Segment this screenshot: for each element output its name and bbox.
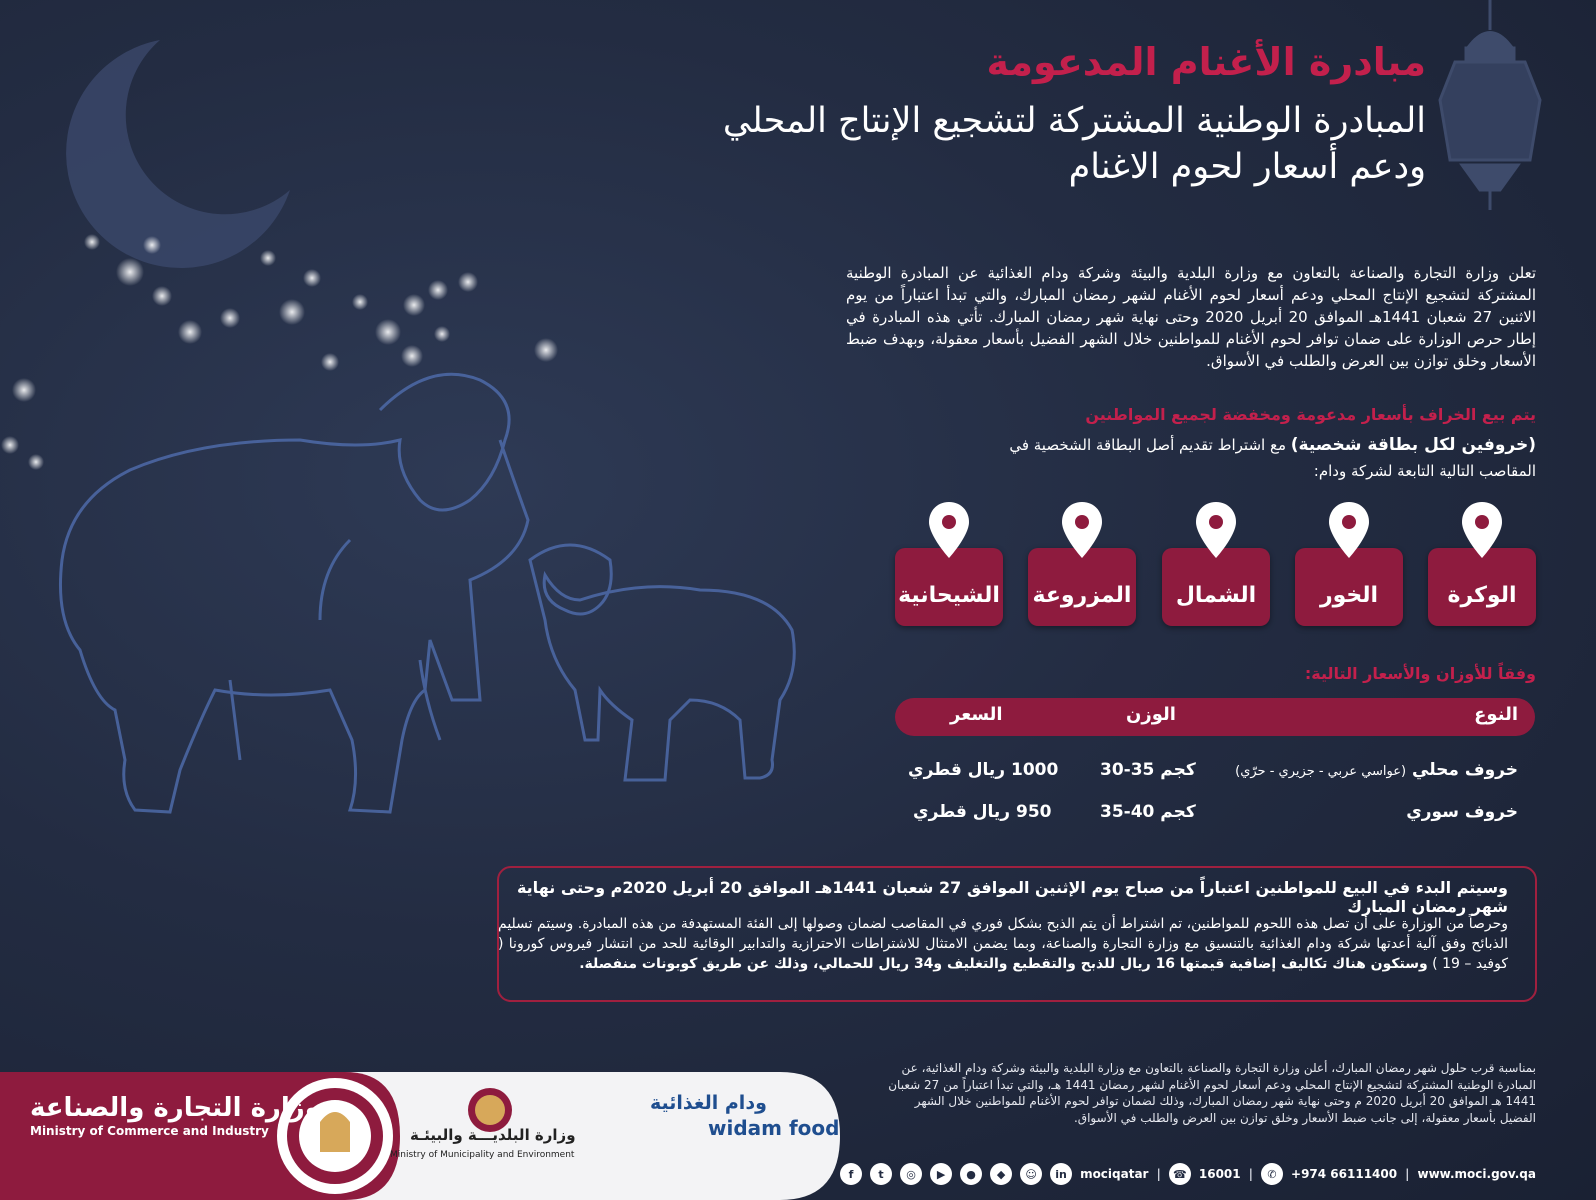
notice-line-2: وحرصاً من الوزارة على أن تصل هذه اللحوم للمواطنين، تم اشتراط أن يتم الذبح بشكل فوري في المقاصب لضمان وصولها إلى الفئة المستهدفة من هذه المبادرة. وسيتم تسليم الذبائح وفق آلية أعدتها شركة ودام الغذائية بالتنسيق مع وزارة التجارة والصناعة، وبما يضمن الامتثال للاشتراطات الاحترازية والتدابير الوقائية للحد من انتشار فيروس كورونا ( كوفيد – 19 ) وستكون هناك تكاليف إضافية قيمتها 16 ريال للذبح والتقطيع والتغليف و34 ريال للحمالي، وذلك عن طريق كوبونات منفصلة.: [498, 916, 1508, 972]
location-almazrouah: المزروعة: [1028, 548, 1136, 626]
facebook-icon[interactable]: f: [840, 1163, 862, 1185]
location-alshamal: الشمال: [1162, 548, 1270, 626]
subtitle-line-1: المبادرة الوطنية المشتركة لتشجيع الإنتاج المحلي: [722, 101, 1426, 141]
instagram-icon[interactable]: ◎: [900, 1163, 922, 1185]
contact-bar: f t ◎ ▶ ● ◆ ☺ in mociqatar | ☎ 16001 | ✆ +974 66111400 | www.moci.gov.qa: [840, 1160, 1536, 1188]
header-type: النوع: [1474, 704, 1518, 725]
requirement-line-2: المقاصب التالية التابعة لشركة ودام:: [1313, 462, 1536, 480]
linkedin-icon[interactable]: in: [1050, 1163, 1072, 1185]
table-row-price: 1000 ريال قطري: [908, 760, 1059, 780]
map-pin-icon: [1059, 500, 1105, 560]
hotline-number[interactable]: 16001: [1198, 1167, 1241, 1181]
snapchat-icon[interactable]: ☺: [1020, 1163, 1042, 1185]
requirement-rest: مع اشتراط تقديم أصل البطاقة الشخصية في: [1009, 436, 1291, 454]
phone-icon: ☎: [1169, 1163, 1191, 1185]
notice-line-1: وسيتم البدء في البيع للمواطنين اعتباراً من صباح يوم الإثنين الموافق 27 شعبان 1441هـ الموافق 20 أبريل 2020م وحتى نهاية شهر رمضان المبارك: [516, 878, 1508, 916]
widam-logo-arabic: ودام الغذائية: [650, 1092, 767, 1114]
requirement-text: [846, 432, 1536, 484]
table-row-weight: 35-40 كجم: [1100, 802, 1196, 822]
table-row-type: خروف محلي (عواسي عربي - جزيري - حرّي): [1235, 760, 1518, 780]
map-pin-icon: [1459, 500, 1505, 560]
page-subtitle: [686, 98, 1426, 190]
location-alwakra: الوكرة: [1428, 548, 1536, 626]
map-pin-icon: [1326, 500, 1372, 560]
prices-label: وفقاً للأوزان والأسعار التالية:: [1304, 664, 1536, 683]
location-alkhor: الخور: [1295, 548, 1403, 626]
mme-logo-english: Ministry of Municipality and Environment: [390, 1150, 575, 1160]
requirement-bold: (خروفين لكل بطاقة شخصية): [1290, 435, 1536, 455]
map-pin-icon: [926, 500, 972, 560]
whatsapp-icon: ✆: [1261, 1163, 1283, 1185]
map-pin-icon: [1193, 500, 1239, 560]
highlight-text: يتم بيع الخراف بأسعار مدعومة ومخفضة لجميع المواطنين: [1085, 405, 1536, 424]
social-handle[interactable]: mociqatar: [1080, 1167, 1149, 1181]
sheep-outline-small: [530, 545, 794, 780]
widam-logo-english: widam food: [708, 1116, 840, 1140]
table-row-price: 950 ريال قطري: [913, 802, 1052, 822]
twitter-icon[interactable]: t: [870, 1163, 892, 1185]
apple-icon[interactable]: ●: [960, 1163, 982, 1185]
subtitle-line-2: ودعم أسعار لحوم الاغنام: [1068, 147, 1426, 187]
intro-paragraph: تعلن وزارة التجارة والصناعة بالتعاون مع وزارة البلدية والبيئة وشركة ودام الغذائية عن المبادرة الوطنية المشتركة لتشجيع الإنتاج المحلي ودعم أسعار لحوم الأغنام لشهر رمضان المبارك، والتي تبدأ اعتباراً من يوم الاثنين 27 شعبان 1441هـ الموافق 20 أبريل 2020 وحتى نهاية شهر رمضان المبارك. تأتي هذه المبادرة في إطار حرص الوزارة على ضمان توافر لحوم الأغنام للمواطنين خلال الشهر الفضيل بأسعار معقولة، وبهدف ضبط الأسعار وخلق توازن بين العرض والطلب في الأسواق.: [846, 264, 1537, 370]
moci-logo-english: Ministry of Commerce and Industry: [30, 1124, 269, 1138]
lantern-icon: [1440, 0, 1540, 210]
moci-logo-arabic: وزارة التجارة والصناعة: [30, 1093, 321, 1123]
youtube-icon[interactable]: ▶: [930, 1163, 952, 1185]
header-weight: الوزن: [1126, 704, 1176, 725]
footer-text: بمناسبة قرب حلول شهر رمضان المبارك، أعلن وزارة التجارة والصناعة بالتعاون مع وزارة البلدية والبيئة وشركة ودام الغذائية، عن المبادرة الوطنية المشتركة لتشجيع الإنتاج المحلي ودعم أسعار لحوم الأغنام لشهر رمضان 1441 هـ، والتي تبدأ اعتباراً من 27 شعبان 1441 هـ الموافق 20 أبريل 2020 م وحتى نهاية شهر رمضان المبارك، وذلك لضمان توافر لحوم الأغنام للمواطنين خلال الشهر الفضيل بأسعار معقولة، إلى جانب ضبط الأسعار وخلق توازن بين العرض والطلب في الأسواق.: [888, 1061, 1536, 1125]
sheep-outline-large: [60, 374, 528, 812]
website-link[interactable]: www.moci.gov.qa: [1417, 1167, 1536, 1181]
location-alshahaniya: الشيحانية: [895, 548, 1003, 626]
header-price: السعر: [950, 704, 1003, 725]
android-icon[interactable]: ◆: [990, 1163, 1012, 1185]
page-title: مبادرة الأغنام المدعومة: [986, 40, 1426, 84]
table-row-type: خروف سوري: [1406, 802, 1518, 822]
crescent-moon-icon: [66, 40, 290, 268]
table-row-weight: 30-35 كجم: [1100, 760, 1196, 780]
whatsapp-number[interactable]: +974 66111400: [1291, 1167, 1398, 1181]
mme-logo-arabic: وزارة البلديـــة والبيئـة: [410, 1126, 576, 1144]
